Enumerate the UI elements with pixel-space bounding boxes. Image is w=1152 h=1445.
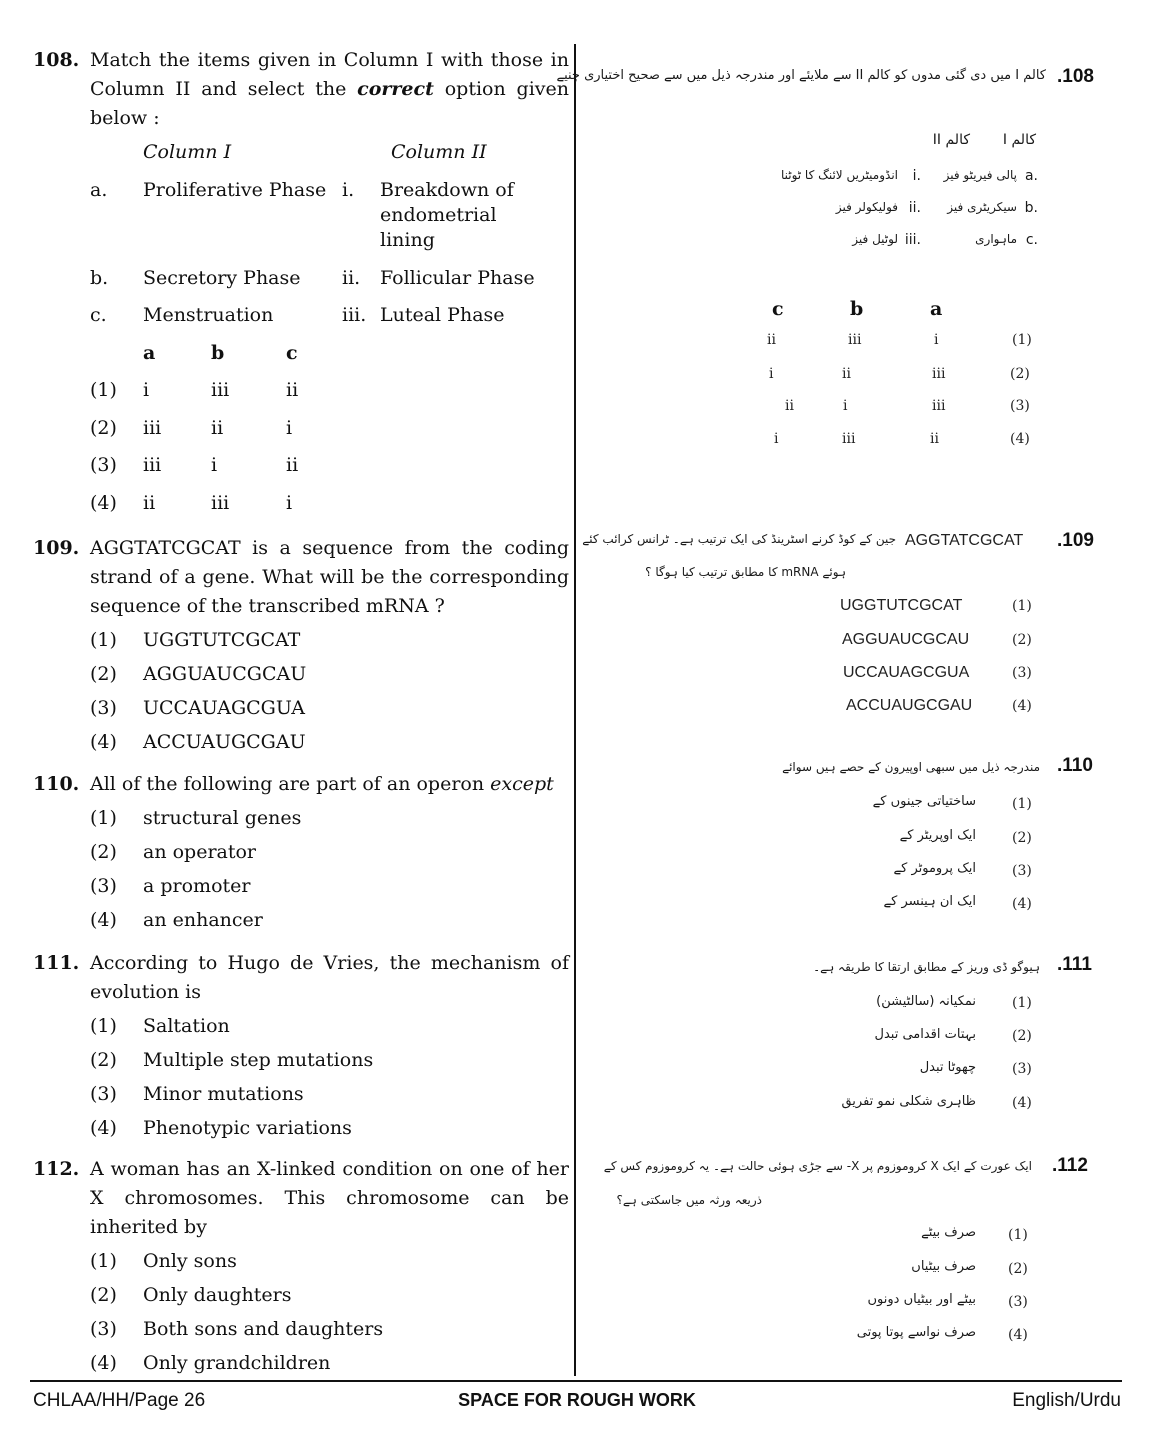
question-number: 108.	[33, 49, 80, 71]
urdu-option-text: UCCAUAGCGUA	[843, 664, 970, 681]
urdu-option-number: (3)	[1010, 398, 1030, 414]
urdu-option-text: چھوٹا تبدل	[919, 1060, 976, 1075]
urdu-match-item: پالی فیریٹو فیز	[943, 168, 1017, 182]
question-109	[33, 534, 569, 759]
urdu-question-number: .109	[1057, 530, 1094, 551]
urdu-option-value: iii	[932, 398, 946, 414]
urdu-option-number: (1)	[1012, 995, 1032, 1011]
question-number: 112.	[33, 1158, 80, 1180]
urdu-question-stem: کالم I میں دی گئی مدوں کو کالم II سے ملایئے اور مندرجہ ذیل میں سے صحیح اختیاری چنیے	[556, 68, 1046, 83]
option: (1) Saltation	[90, 1015, 230, 1037]
question-stem: According to Hugo de Vries, the mechanism of evolution is	[90, 952, 569, 1003]
urdu-question-stem: جین کے کوڈ کرنے اسٹرینڈ کی ایک ترتیب ہے۔ ٹرانس کرائب کئے	[582, 532, 896, 546]
option: (1) UGGTUTCGCAT	[90, 629, 301, 651]
answer-header-b: b	[211, 342, 225, 364]
option-value: iii	[143, 454, 162, 476]
urdu-option-value: ii	[842, 366, 851, 382]
urdu-option-value: iii	[932, 366, 946, 382]
urdu-option-number: (3)	[1012, 665, 1032, 681]
match-item: Proliferative Phase	[143, 179, 327, 201]
option: (2) Multiple step mutations	[90, 1049, 374, 1071]
urdu-option-text: ایک پروموٹر کے	[893, 861, 976, 876]
urdu-match-key: .iii	[904, 232, 921, 248]
urdu-match-key: .b	[1024, 200, 1038, 216]
urdu-option-number: (2)	[1012, 830, 1032, 846]
urdu-sequence: AGGTATCGCAT	[905, 532, 1024, 549]
option: (1) structural genes	[90, 807, 302, 829]
question-stem: AGGTATCGCAT is a sequence from the coding strand of a gene. What will be the corresponding sequence of the transcribed mRNA ?	[90, 537, 569, 617]
urdu-option-text: ACCUAUGCGAU	[846, 697, 973, 714]
urdu-option-number: (3)	[1012, 1061, 1032, 1077]
urdu-option-value: iii	[848, 332, 862, 348]
urdu-option-text: ظاہری شکلی نمو تفریق	[841, 1094, 976, 1109]
urdu-answer-header-b: b	[850, 298, 864, 320]
urdu-option-number: (2)	[1010, 366, 1030, 382]
option: (2) AGGUAUCGCAU	[90, 663, 307, 685]
emphasis-except: except	[490, 773, 554, 795]
urdu-match-item: سیکریٹری فیز	[947, 200, 1017, 214]
urdu-option-number: (4)	[1012, 698, 1032, 714]
urdu-option-text: UGGTUTCGCAT	[840, 597, 963, 614]
urdu-match-item: انڈومیٹریں لائنگ کا ٹوٹنا	[780, 168, 898, 182]
option: (2) Only daughters	[90, 1284, 292, 1306]
page-footer	[33, 1390, 1121, 1414]
option: (4) an enhancer	[90, 909, 263, 931]
column-2-header: Column II	[391, 141, 487, 163]
urdu-column-1-header: کالم I	[1002, 132, 1036, 148]
urdu-option-number: (4)	[1012, 1095, 1032, 1111]
column-1-header: Column I	[143, 141, 232, 163]
urdu-option-number: (2)	[1012, 1028, 1032, 1044]
question-111	[33, 949, 569, 1145]
urdu-match-key: .i	[912, 168, 921, 184]
urdu-option-value: i	[934, 332, 939, 348]
question-number: 110.	[33, 773, 80, 795]
urdu-option-text: ایک اوپریٹر کے	[899, 828, 976, 843]
emphasis-correct: correct	[357, 78, 434, 100]
option: (3) Both sons and daughters	[90, 1318, 384, 1340]
urdu-option-text: صرف بیٹیاں	[911, 1259, 976, 1274]
question-stem: Match the items given in Column I with those in Column II and select the correct option given below :	[90, 49, 569, 129]
urdu-option-text: بہتات اقدامی تبدل	[874, 1027, 976, 1042]
option-number: (4)	[90, 492, 117, 514]
match-item: Breakdown of	[380, 179, 514, 201]
match-key: a.	[90, 179, 108, 201]
urdu-answer-header-a: a	[930, 298, 943, 320]
urdu-option-number: (4)	[1012, 896, 1032, 912]
footer-rule	[30, 1380, 1122, 1382]
urdu-option-text: ایک ان ہینسر کے	[883, 894, 976, 909]
urdu-option-number: (1)	[1012, 796, 1032, 812]
urdu-question-number: .108	[1057, 66, 1094, 87]
urdu-column-2-header: کالم II	[932, 132, 970, 148]
option-value: i	[286, 492, 293, 514]
match-item: lining	[380, 229, 435, 251]
match-key: b.	[90, 267, 109, 289]
urdu-option-number: (4)	[1010, 431, 1030, 447]
option-value: i	[286, 417, 293, 439]
urdu-match-item: فولیکولر فیز	[835, 200, 898, 214]
match-key: ii.	[342, 267, 361, 289]
match-key: c.	[90, 304, 107, 326]
question-stem: All of the following are part of an operon except	[90, 773, 554, 795]
column-divider	[574, 44, 576, 1376]
answer-header-a: a	[143, 342, 156, 364]
option-value: iii	[143, 417, 162, 439]
urdu-option-value: ii	[767, 332, 776, 348]
urdu-match-item: لوٹیل فیز	[852, 232, 898, 246]
urdu-option-number: (3)	[1012, 863, 1032, 879]
match-key: i.	[342, 179, 355, 201]
urdu-option-text: AGGUAUCGCAU	[842, 631, 970, 648]
option-number: (1)	[90, 379, 117, 401]
rough-work-label: SPACE FOR ROUGH WORK	[458, 1390, 696, 1410]
urdu-question-stem: ذریعہ ورثہ میں جاسکتی ہے؟	[616, 1193, 762, 1207]
urdu-option-text: ساختیاتی جینوں کے	[872, 794, 976, 809]
option: (4) Only grandchildren	[90, 1352, 331, 1374]
match-item: Luteal Phase	[380, 304, 505, 326]
urdu-option-value: i	[774, 431, 779, 447]
option-value: ii	[286, 454, 299, 476]
option: (2) an operator	[90, 841, 257, 863]
urdu-question-number: .112	[1052, 1155, 1088, 1176]
urdu-option-text: نمکیانہ (سالٹیشن)	[876, 994, 976, 1009]
page-code: CHLAA/HH/Page 26	[33, 1390, 206, 1411]
urdu-match-key: .a	[1024, 168, 1038, 184]
urdu-match-key: .c	[1025, 232, 1038, 248]
option-number: (3)	[90, 454, 117, 476]
urdu-option-number: (4)	[1008, 1327, 1028, 1343]
urdu-question-stem: ایک عورت کے ایک X کروموزوم پر X- سے جڑی ہوئی حالت ہے۔ یہ کروموزوم کس کے	[603, 1159, 1032, 1173]
option-value: ii	[211, 417, 224, 439]
urdu-option-text: صرف نواسے پوتا پوتی	[856, 1325, 976, 1340]
question-108	[33, 46, 569, 133]
urdu-option-value: i	[843, 398, 848, 414]
urdu-question-stem: ہوئے mRNA کا مطابق ترتیب کیا ہوگا ؟	[645, 565, 846, 579]
question-stem: A woman has an X-linked condition on one of her X chromosomes. This chromosome can be inherited by	[90, 1158, 569, 1238]
urdu-option-number: (1)	[1008, 1227, 1028, 1243]
urdu-question-stem: ہیوگو ڈی وریز کے مطابق ارتقا کا طریقہ ہے۔	[813, 960, 1040, 974]
option-value: ii	[143, 492, 156, 514]
question-112	[33, 1155, 569, 1380]
urdu-question-number: .110	[1057, 755, 1093, 776]
answer-header-c: c	[286, 342, 298, 364]
urdu-option-number: (1)	[1012, 332, 1032, 348]
urdu-question-number: .111	[1057, 954, 1092, 975]
question-number: 109.	[33, 537, 80, 559]
urdu-match-key: .ii	[908, 200, 921, 216]
option-value: iii	[211, 379, 230, 401]
urdu-option-value: ii	[930, 431, 939, 447]
urdu-option-number: (1)	[1012, 598, 1032, 614]
match-key: iii.	[342, 304, 367, 326]
urdu-option-text: بیٹے اور بیٹیاں دونوں	[867, 1292, 976, 1307]
urdu-match-item: ماہواری	[975, 232, 1017, 246]
urdu-option-value: i	[769, 366, 774, 382]
match-item: Follicular Phase	[380, 267, 535, 289]
option-value: i	[143, 379, 150, 401]
option: (4) ACCUAUGCGAU	[90, 731, 306, 753]
urdu-option-number: (2)	[1012, 632, 1032, 648]
question-number: 111.	[33, 952, 80, 974]
option: (1) Only sons	[90, 1250, 237, 1272]
urdu-option-number: (2)	[1008, 1261, 1028, 1277]
option: (3) a promoter	[90, 875, 251, 897]
match-item: Menstruation	[143, 304, 274, 326]
urdu-answer-header-c: c	[772, 298, 784, 320]
urdu-question-stem: مندرجہ ذیل میں سبھی اوپیرون کے حصے ہیں سوائے	[782, 760, 1040, 774]
urdu-option-number: (3)	[1008, 1294, 1028, 1310]
option: (3) Minor mutations	[90, 1083, 304, 1105]
option-value: i	[211, 454, 218, 476]
option-number: (2)	[90, 417, 117, 439]
urdu-option-value: iii	[842, 431, 856, 447]
question-110	[33, 770, 569, 937]
option: (4) Phenotypic variations	[90, 1117, 352, 1139]
option-value: iii	[211, 492, 230, 514]
urdu-option-text: صرف بیٹے	[921, 1225, 976, 1240]
language-label: English/Urdu	[1012, 1390, 1121, 1411]
option-value: ii	[286, 379, 299, 401]
urdu-option-value: ii	[785, 398, 794, 414]
option: (3) UCCAUAGCGUA	[90, 697, 306, 719]
match-item: endometrial	[380, 204, 497, 226]
match-item: Secretory Phase	[143, 267, 301, 289]
